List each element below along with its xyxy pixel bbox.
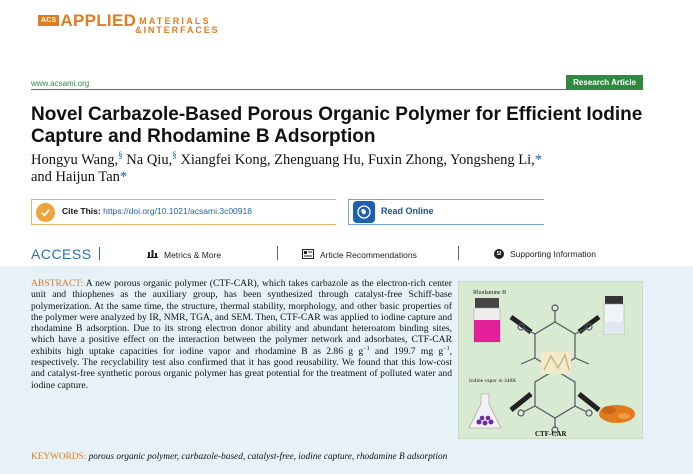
read-online-button[interactable]: Read Online <box>381 206 434 216</box>
keywords-line <box>31 452 447 462</box>
journal-name-main: APPLIED <box>60 11 137 30</box>
journal-logo <box>38 12 220 38</box>
globe-icon[interactable] <box>353 201 375 223</box>
bar-chart-icon <box>147 249 158 260</box>
cite-label: Cite This: <box>62 206 101 216</box>
keywords-text: porous organic polymer, carbazole-based, catalyst-free, iodine capture, rhodamine B adsorption <box>88 452 448 462</box>
rhodamine-vial-icon <box>474 298 500 342</box>
article-title: Novel Carbazole-Based Porous Organic Polymer for Efficient Iodine Capture and Rhodamine B Adsorption <box>31 104 643 147</box>
iodine-loaded-powder-icon <box>599 405 635 423</box>
corresponding-author-mark[interactable]: * <box>534 152 543 168</box>
abstract-value-1: 2.86 g g <box>326 345 364 357</box>
access-separator <box>458 246 459 260</box>
article-recommendations-label: Article Recommendations <box>320 250 417 260</box>
check-icon <box>36 203 55 222</box>
journal-name-line1: MATERIALS <box>139 16 211 26</box>
author-mark: § <box>172 150 177 161</box>
clear-vial-icon <box>604 296 624 334</box>
access-label: ACCESS <box>31 246 92 262</box>
access-divider <box>99 247 100 260</box>
toc-label-rhodamine: Rhodamine B <box>473 290 507 296</box>
arrow-icon <box>579 394 599 410</box>
access-separator <box>277 246 278 260</box>
toc-illustration <box>459 282 644 440</box>
journal-name-line2: &INTERFACES <box>135 25 220 35</box>
toc-label-polymer: CTF-CAR <box>535 430 567 438</box>
metrics-more-label: Metrics & More <box>164 249 222 260</box>
author-name[interactable]: and Haijun Tan <box>31 169 120 185</box>
journal-website-link[interactable]: www.acsami.org <box>31 79 90 88</box>
arrow-icon <box>511 394 531 410</box>
author-name[interactable]: Xiangfei Kong, Zhenguang Hu, Fuxin Zhong, Yongsheng Li, <box>180 152 535 168</box>
abstract-body-1: A new porous organic polymer (CTF-CAR), which takes carbazole as the electron-rich center unit and thiophenes as the auxiliary group, has been synthesized through catalyst-free Schiff-base polymerization. At the same time, the structure, thermal stability, morphology, and other basic properties of the polymer were analyzed by IR, NMR, TGA, and SEM. Then, CTF-CAR was applied to iodine capture and rhodamine B adsorption. Due to its strong electron donor ability and abundant heteroatom binding sites, which have a positive effect on the interaction between the polymer network and adsorbates, CTF-CAR exhibits high uptake capacities for iodine vapor and rhodamine B as <box>31 278 453 357</box>
abstract-body-2: , respectively. The recyclability test also confirmed that it has good reusability. We found that this low-cost and catalyst-free synthetic porous organic polymer has great potential for the treatment of polluted water and iodine capture. <box>31 345 452 391</box>
abstract-and: and 199.7 mg g <box>369 345 444 357</box>
supporting-information-label: Supporting Information <box>510 249 596 259</box>
author-list <box>31 152 591 186</box>
toc-label-iodine: Iodine vapor in 348K <box>469 378 517 384</box>
doi-link[interactable]: https://doi.org/10.1021/acsami.3c00918 <box>103 206 252 216</box>
author-name[interactable]: Hongyu Wang, <box>31 152 119 168</box>
author-mark: § <box>118 150 123 161</box>
si-icon: SI <box>494 249 504 259</box>
author-name[interactable]: Na Qiu, <box>126 152 173 168</box>
flask-icon <box>469 394 501 428</box>
article-recommendations-link[interactable] <box>302 249 417 261</box>
abstract-value-1-exponent: −1 <box>363 345 370 352</box>
cite-line <box>62 206 252 216</box>
toc-graphic <box>458 281 643 439</box>
abstract-label: ABSTRACT: <box>31 278 84 289</box>
abstract-value-2-exponent: −1 <box>443 345 450 352</box>
article-type-badge: Research Article <box>566 75 643 90</box>
supporting-information-link[interactable] <box>494 249 596 259</box>
abstract-text <box>31 278 452 391</box>
read-online-box <box>348 199 544 225</box>
header-divider <box>31 89 643 90</box>
acs-badge: ACS <box>38 15 59 26</box>
corresponding-author-mark[interactable]: * <box>119 169 128 185</box>
keywords-label: KEYWORDS: <box>31 452 87 462</box>
metrics-more-link[interactable] <box>147 249 221 260</box>
article-list-icon <box>302 249 314 261</box>
